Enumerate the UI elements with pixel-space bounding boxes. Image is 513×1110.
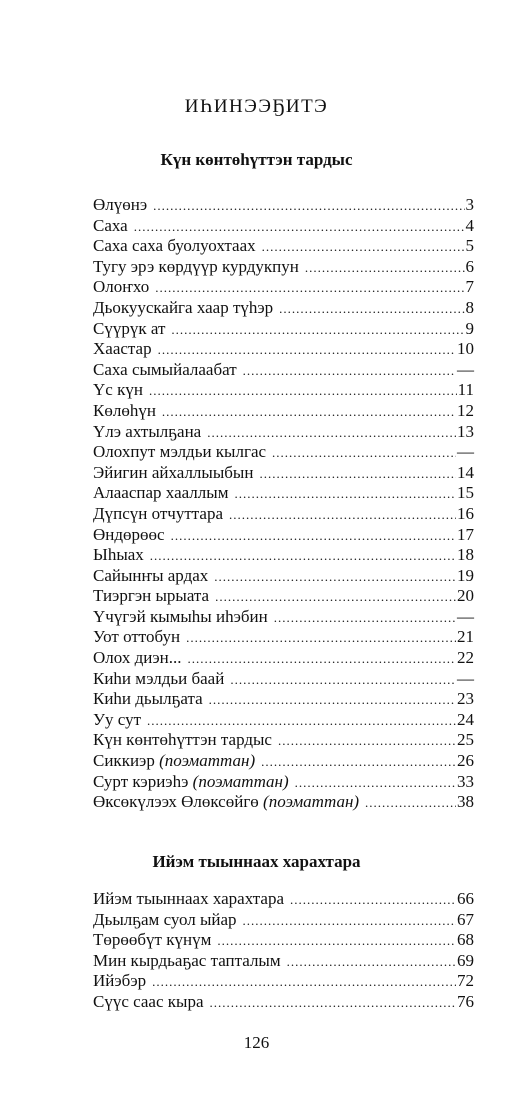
toc-entry [93, 648, 474, 669]
dot-leader [171, 320, 464, 341]
dot-leader [186, 628, 456, 649]
toc-entry-title [93, 992, 204, 1013]
dot-leader [210, 993, 457, 1014]
toc-entry-page: 19 [457, 565, 474, 585]
toc-entry-page: 7 [465, 277, 474, 297]
toc-entry [93, 195, 474, 216]
toc-entry-title-text: Сүүс саас кыра [93, 991, 204, 1011]
toc-entry-title [93, 463, 253, 484]
toc-entry-title-text: Төрөөбүт күнүм [93, 930, 212, 950]
toc-entry-page: 13 [457, 421, 474, 441]
toc-entry-title-text: Сайынҥы ардах [93, 565, 209, 585]
toc-entry-page: 38 [457, 792, 474, 812]
toc-entry-title [93, 277, 149, 298]
toc-entry-title [93, 380, 143, 401]
toc-entry-title-text: Дүпсүн отчуттара [93, 503, 223, 523]
toc-entry-title [93, 607, 268, 628]
toc-entry-title [93, 195, 147, 216]
toc-entry-title [93, 566, 208, 587]
toc-entry-title-text: Тугу эрэ көрдүүр курдукпун [93, 256, 299, 276]
toc-entry [93, 339, 474, 360]
toc-section-2 [93, 889, 474, 1013]
toc-entry [93, 380, 474, 401]
toc-entry-page: 12 [457, 400, 474, 420]
toc-entry [93, 586, 474, 607]
dot-leader [209, 690, 456, 711]
toc-entry [93, 971, 474, 992]
toc-entry [93, 298, 474, 319]
dot-leader [287, 952, 456, 973]
toc-entry-page: 3 [465, 195, 474, 214]
toc-entry-title [93, 319, 165, 340]
toc-entry [93, 607, 474, 628]
toc-entry-title-text: Олохпут мэлдьи кылгас [93, 442, 267, 462]
toc-entry-title [93, 401, 156, 422]
toc-entry-page: — [457, 359, 474, 379]
toc-entry [93, 689, 474, 710]
toc-entry-title-text: Саха [93, 215, 128, 235]
dot-leader [365, 793, 456, 814]
toc-entry-title [93, 586, 209, 607]
toc-entry [93, 277, 474, 298]
toc-entry-title [93, 930, 211, 951]
toc-entry-title-text: Алааспар хааллым [93, 483, 229, 503]
dot-leader [243, 361, 456, 382]
toc-entry [93, 930, 474, 951]
toc-entry-page: 67 [457, 909, 474, 929]
toc-entry-title-text: Мин кырдьаҕас тапталым [93, 950, 281, 970]
toc-entry-page: 9 [465, 318, 474, 338]
dot-leader [207, 423, 456, 444]
toc-entry [93, 463, 474, 484]
dot-leader [262, 237, 465, 258]
toc-entry [93, 257, 474, 278]
toc-entry-page: 14 [457, 462, 474, 482]
toc-entry-title [93, 545, 144, 566]
toc-entry [93, 360, 474, 381]
toc-entry-title [93, 689, 203, 710]
dot-leader [162, 402, 456, 423]
dot-leader [214, 567, 456, 588]
toc-entry-title [93, 792, 359, 813]
toc-entry-title-text: Үс күн [93, 380, 143, 400]
toc-entry-title-text: Ийэбэр [93, 971, 147, 991]
toc-entry-title-text: Саха саха буолуохтаах [93, 236, 256, 256]
toc-entry [93, 627, 474, 648]
dot-leader [153, 196, 464, 217]
toc-entry-title [93, 710, 141, 731]
toc-entry [93, 992, 474, 1013]
toc-entry-page: 24 [457, 709, 474, 729]
toc-entry-title-text: Уу сут [93, 709, 142, 729]
section-heading-2: Ийэм тыыннаах харахтара [152, 852, 361, 871]
toc-entry-title-text: Үчүгэй кымыһы иһэбин [93, 606, 268, 626]
toc-entry-title-text: Олох диэн... [93, 648, 182, 668]
dot-leader [259, 464, 456, 485]
dot-leader [152, 972, 456, 993]
toc-entry [93, 792, 474, 813]
toc-entry-title-text: Ыһыах [93, 545, 144, 565]
toc-entry-title [93, 627, 180, 648]
dot-leader [158, 340, 456, 361]
toc-entry-title [93, 751, 255, 772]
toc-entry-page: 8 [465, 297, 474, 317]
toc-entry-page: 21 [457, 627, 474, 647]
toc-entry [93, 710, 474, 731]
toc-entry-page: 72 [457, 971, 474, 991]
dot-leader [261, 752, 456, 773]
toc-entry [93, 545, 474, 566]
toc-entry-title-text: Тиэргэн ырыата [93, 586, 210, 606]
dot-leader [230, 670, 456, 691]
toc-entry [93, 319, 474, 340]
toc-entry-title [93, 360, 237, 381]
toc-entry-title-text: Киһи мэлдьи баай [93, 668, 225, 688]
toc-entry [93, 483, 474, 504]
toc-entry-title-text: Ийэм тыыннаах харахтара [93, 889, 285, 908]
toc-entry [93, 730, 474, 751]
toc-entry [93, 669, 474, 690]
toc-entry-page: 68 [457, 930, 474, 950]
toc-entry-page: 10 [457, 339, 474, 359]
toc-entry-title-text: Сиккиэр [93, 751, 155, 771]
dot-leader [272, 443, 456, 464]
toc-entry-title-text: Дьокуускайга хаар түһэр [93, 297, 274, 317]
toc-entry [93, 889, 474, 910]
dot-leader [278, 731, 456, 752]
toc-entry-title [93, 669, 224, 690]
toc-entry-page: 26 [457, 751, 474, 771]
toc-entry [93, 216, 474, 237]
toc-entry-title [93, 339, 152, 360]
toc-entry-title-text: Эйигин айхаллыыбын [93, 462, 254, 482]
dot-leader [155, 278, 464, 299]
toc-entry-page: 22 [457, 648, 474, 668]
toc-entry-subtitle: (поэматтан) [192, 771, 289, 791]
toc-entry-title [93, 525, 165, 546]
dot-leader [229, 505, 456, 526]
dot-leader [279, 299, 464, 320]
toc-entry-title-text: Дьылҕам суол ыйар [93, 909, 237, 929]
toc-entry [93, 910, 474, 931]
toc-entry-page: — [457, 606, 474, 626]
dot-leader [187, 649, 456, 670]
toc-entry-page: — [457, 668, 474, 688]
dot-leader [243, 911, 456, 932]
dot-leader [234, 484, 456, 505]
toc-entry-page: 5 [465, 236, 474, 256]
dot-leader [147, 711, 456, 732]
toc-entry-title-text: Уот оттобун [93, 627, 181, 647]
toc-entry [93, 951, 474, 972]
toc-entry-page: 15 [457, 483, 474, 503]
toc-entry-page: 23 [457, 689, 474, 709]
toc-entry-title [93, 298, 273, 319]
dot-leader [215, 587, 456, 608]
toc-entry [93, 504, 474, 525]
toc-entry [93, 525, 474, 546]
toc-entry-page: 66 [457, 889, 474, 908]
toc-entry [93, 401, 474, 422]
toc-entry-title-text: Көлөһүн [93, 400, 156, 420]
toc-entry-page: — [457, 442, 474, 462]
toc-entry-title [93, 648, 181, 669]
toc-entry [93, 442, 474, 463]
dot-leader [290, 890, 456, 911]
dot-leader [171, 526, 456, 547]
toc-entry-title-text: Хаастар [93, 339, 152, 359]
dot-leader [150, 546, 456, 567]
toc-entry-title-text: Үлэ ахтылҕана [93, 421, 202, 441]
toc-entry-page: 69 [457, 950, 474, 970]
toc-entry-title-text: Сүүрүк ат [93, 318, 166, 338]
toc-entry [93, 751, 474, 772]
toc-entry-title [93, 483, 228, 504]
toc-entry-page: 11 [457, 380, 474, 400]
toc-entry-page: 25 [457, 730, 474, 750]
toc-entry-subtitle: (поэматтан) [159, 751, 256, 771]
toc-entry [93, 422, 474, 443]
dot-leader [217, 931, 456, 952]
dot-leader [305, 258, 465, 279]
toc-entry-title-text: Күн көнтөһүттэн тардыс [93, 730, 272, 750]
toc-entry-title-text: Сурт кэриэһэ [93, 771, 189, 791]
dot-leader [274, 608, 456, 629]
toc-entry-title-text: Олоҥхо [93, 277, 150, 297]
toc-entry-title-text: Саха сымыйалаабат [93, 359, 237, 379]
section-heading-1: Күн көнтөһүттэн тардыс [160, 150, 353, 169]
toc-entry-title [93, 730, 272, 751]
toc-entry-page: 76 [457, 991, 474, 1011]
toc-entry-title [93, 971, 146, 992]
toc-entry-title [93, 236, 256, 257]
contents-title: ИҺИНЭЭҔИТЭ [184, 96, 329, 117]
toc-entry-title [93, 257, 299, 278]
toc-entry-title [93, 216, 128, 237]
page-number: 126 [243, 1033, 270, 1052]
toc-entry-title-text: Өндөрөөс [93, 524, 165, 544]
toc-entry-page: 20 [457, 586, 474, 606]
toc-entry [93, 236, 474, 257]
dot-leader [134, 217, 465, 238]
toc-entry-title-text: Өлүөнэ [93, 195, 148, 214]
toc-entry-page: 6 [465, 256, 474, 276]
toc-entry-title [93, 910, 237, 931]
toc-entry [93, 566, 474, 587]
toc-entry-page: 16 [457, 503, 474, 523]
toc-entry-page: 17 [457, 524, 474, 544]
toc-entry-title [93, 442, 266, 463]
toc-entry-title [93, 951, 281, 972]
toc-entry-page: 4 [465, 215, 474, 235]
toc-entry-title-text: Киһи дьылҕата [93, 689, 203, 709]
toc-entry-title-text: Өксөкүлээх Өлөксөйгө [93, 792, 259, 812]
toc-entry-title [93, 889, 284, 910]
toc-entry-page: 33 [457, 771, 474, 791]
dot-leader [295, 773, 456, 794]
toc-entry-title [93, 504, 223, 525]
toc-entry-page: 18 [457, 545, 474, 565]
toc-section-1 [93, 195, 474, 813]
toc-entry-subtitle: (поэматтан) [263, 792, 360, 812]
dot-leader [149, 381, 457, 402]
toc-entry [93, 772, 474, 793]
toc-entry-title [93, 772, 289, 793]
toc-entry-title [93, 422, 201, 443]
